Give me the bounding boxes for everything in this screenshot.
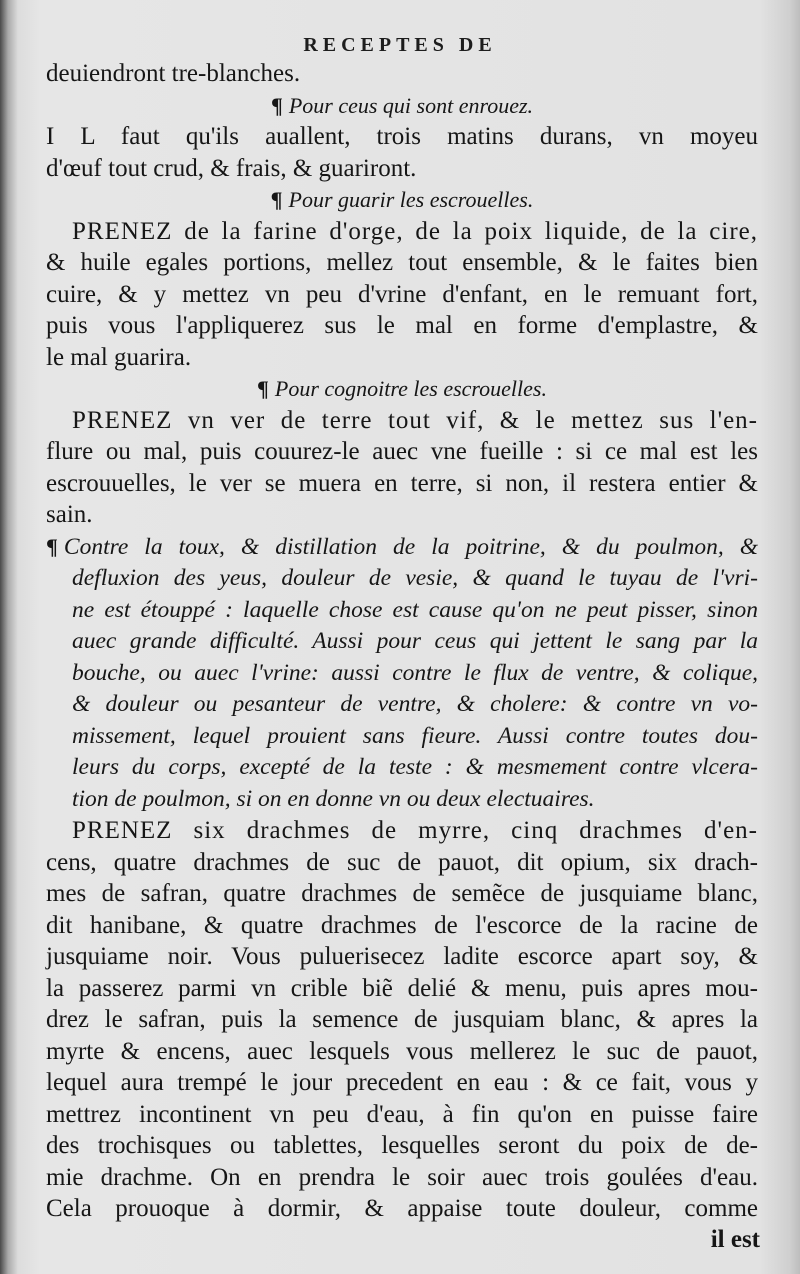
text-line: PRENEZ six drachmes de myrre, cinq drachmes d'en- — [72, 817, 758, 844]
heading-line: tion de poulmon, si on en donne vn ou deux electuaires. — [72, 785, 595, 812]
text-line: d'œuf tout crud, & frais, & guariront. — [46, 154, 417, 182]
running-head: RECEPTES DE — [303, 34, 497, 56]
heading-line: ne est étouppé : laquelle chose est cause qu'on ne peut pisser, sinon — [72, 596, 758, 623]
section-heading-enrouez — [46, 90, 758, 122]
text-line: des trochisques ou tablettes, lesquelles seront du poix de de- — [46, 1132, 758, 1159]
text-line: mie drachme. On en prendra le soir auec trois goulées d'eau. — [46, 1163, 758, 1191]
catchword: il est — [710, 1226, 760, 1253]
heading-line: leurs du corps, excepté de la teste : & mesmement contre vlcera- — [72, 754, 758, 780]
opening-line: deuiendront tre-blanches. — [46, 60, 301, 87]
pilcrow-icon: ¶ — [270, 187, 283, 212]
page-body — [46, 58, 758, 1225]
text-line: flure ou mal, puis couurez-le auec vne fueille : si ce mal est les — [46, 438, 758, 465]
text-line: I L faut qu'ils auallent, trois matins durans, vn moyeu — [46, 123, 758, 150]
text-line: sain. — [46, 501, 93, 528]
heading-line: missement, lequel prouient sans fieure. Aussi contre toutes dou- — [72, 722, 758, 749]
text-line: cens, quatre drachmes de suc de pauot, dit opium, six drach- — [46, 848, 758, 876]
heading-text: Pour cognoitre les escrouelles. — [274, 376, 547, 401]
text-line: PRENEZ de la farine d'orge, de la poix liquide, de la cire, — [72, 217, 758, 245]
text-line: myrte & encens, auec lesquels vous mellerez le suc de pauot, — [46, 1037, 758, 1065]
heading-text: Pour guarir les escrouelles. — [288, 187, 534, 212]
text-line: dit hanibane, & quatre drachmes de l'escorce de la racine de — [46, 911, 758, 939]
pilcrow-icon: ¶ — [270, 92, 283, 118]
heading-text: Pour ceus qui sont enrouez. — [288, 92, 534, 118]
heading-line: bouche, ou auec l'vrine: aussi contre le flux de ventre, & colique, — [72, 659, 758, 686]
text-line: Cela prouoque à dormir, & appaise toute douleur, comme — [46, 1195, 758, 1222]
text-line: mes de safran, quatre drachmes de semẽce de jusquiame blanc, — [46, 880, 758, 907]
section-heading-guarir — [46, 184, 758, 216]
section-heading-toux — [46, 531, 758, 564]
text-line: puis vous l'appliquerez sus le mal en forme d'emplastre, & — [46, 312, 758, 339]
text-line: & huile egales portions, mellez tout ensemble, & le faites bien — [46, 249, 758, 276]
text-line: escrouuelles, le ver se muera en terre, si non, il restera entier & — [46, 469, 758, 497]
heading-line: & douleur ou pesanteur de ventre, & cholere: & contre vn vo- — [72, 691, 758, 717]
text-line: jusquiame noir. Vous puluerisecez ladite escorce apart soy, & — [46, 943, 758, 970]
text-line: le mal guarira. — [46, 343, 192, 371]
text-line: cuire, & y mettez vn peu d'vrine d'enfant, en le remuant fort, — [46, 280, 758, 308]
text-line: PRENEZ vn ver de terre tout vif, & le mettez sus l'en- — [72, 406, 758, 434]
section-heading-cognoitre — [46, 373, 758, 405]
heading-line: auec grande difficulté. Aussi pour ceus qui jettent le sang par la — [72, 628, 758, 654]
text-line: mettrez incontinent vn peu d'eau, à fin qu'on en puisse faire — [46, 1100, 758, 1128]
pilcrow-icon: ¶ — [257, 376, 269, 401]
text-line: drez le safran, puis la semence de jusquiam blanc, & apres la — [46, 1006, 758, 1033]
heading-text: Contre la toux, & distillation de la poitrine, & du poulmon, & — [63, 533, 758, 560]
pilcrow-icon: ¶ — [46, 533, 58, 559]
text-line: la passerez parmi vn crible biẽ delié & menu, puis apres mou- — [46, 974, 758, 1002]
heading-line: defluxion des yeus, douleur de vesie, & quand le tuyau de l'vri- — [72, 565, 758, 591]
text-line: lequel aura trempé le jour precedent en eau : & ce fait, vous y — [46, 1069, 758, 1096]
